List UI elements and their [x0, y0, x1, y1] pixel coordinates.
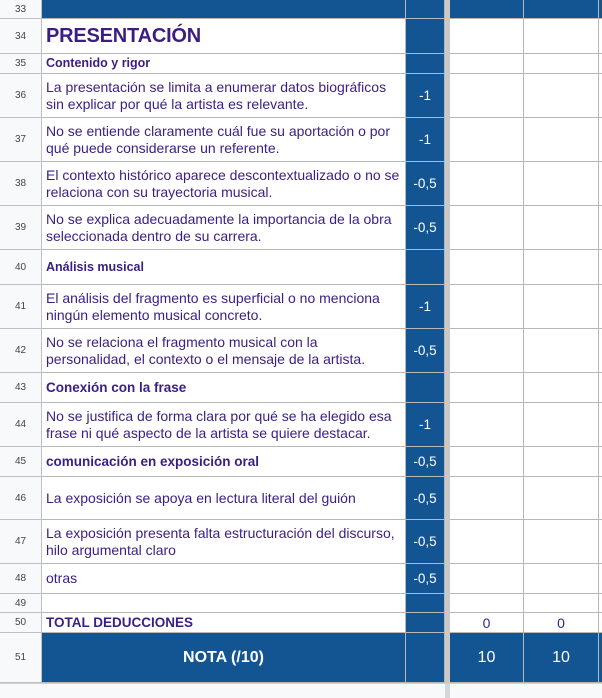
row-header-50[interactable]: 50 — [0, 613, 42, 633]
row-header-45[interactable]: 45 — [0, 447, 42, 477]
sheet-row-48 — [0, 564, 602, 594]
student-cell-2[interactable] — [524, 0, 599, 19]
student-cell-2[interactable] — [524, 329, 599, 373]
sheet-row-34 — [0, 19, 602, 54]
row-header-36[interactable]: 36 — [0, 74, 42, 118]
sheet-row-37 — [0, 118, 602, 162]
student-cell-1[interactable] — [450, 162, 524, 206]
student-cell-2[interactable] — [524, 373, 599, 403]
student-cell-2[interactable] — [524, 477, 599, 520]
deduction-value[interactable]: -1 — [406, 285, 445, 329]
student-cell-2[interactable] — [524, 54, 599, 74]
sheet-row-36 — [0, 74, 602, 118]
sheet-row-40 — [0, 250, 602, 285]
deduction-value[interactable]: -0,5 — [406, 477, 445, 520]
subsection-title[interactable]: Contenido y rigor — [42, 54, 406, 74]
sheet-row-49 — [0, 594, 602, 613]
criterion-text[interactable]: El análisis del fragmento es superficial o no menciona ningún elemento musical concreto. — [42, 285, 406, 329]
deduction-value[interactable]: -1 — [406, 403, 445, 447]
total-deductions-value-1[interactable]: 0 — [450, 613, 524, 633]
sheet-row-43 — [0, 373, 602, 403]
sheet-row-44 — [0, 403, 602, 447]
total-deductions-value-2[interactable]: 0 — [524, 613, 599, 633]
deduction-value[interactable]: -0,5 — [406, 520, 445, 564]
sheet-row-42 — [0, 329, 602, 373]
criterion-text[interactable]: otras — [42, 564, 406, 594]
student-cell-2[interactable] — [524, 564, 599, 594]
criterion-text[interactable]: No se entiende claramente cuál fue su aportación o por qué puede considerarse un referente. — [42, 118, 406, 162]
row-header-51[interactable]: 51 — [0, 633, 42, 683]
row-header-41[interactable]: 41 — [0, 285, 42, 329]
row-header-43[interactable]: 43 — [0, 373, 42, 403]
sheet-row-45 — [0, 447, 602, 477]
score-cell[interactable] — [406, 0, 445, 19]
student-cell-1[interactable] — [450, 19, 524, 54]
score-cell[interactable] — [406, 633, 445, 683]
student-cell-2[interactable] — [524, 74, 599, 118]
sheet-row-41 — [0, 285, 602, 329]
cell-header-band[interactable] — [42, 0, 406, 19]
row-header-46[interactable]: 46 — [0, 477, 42, 520]
student-cell-1[interactable] — [450, 74, 524, 118]
deduction-value[interactable]: -0,5 — [406, 206, 445, 250]
criterion-text[interactable]: No se justifica de forma clara por qué se ha elegido esa frase ni qué aspecto de la artista se quiere destacar. — [42, 403, 406, 447]
student-cell-1[interactable] — [450, 329, 524, 373]
student-cell-1[interactable] — [450, 520, 524, 564]
criterion-text[interactable]: No se explica adecuadamente la importancia de la obra seleccionada dentro de su carrera. — [42, 206, 406, 250]
criterion-text[interactable]: El contexto histórico aparece descontextualizado o no se relaciona con su trayectoria musical. — [42, 162, 406, 206]
section-title[interactable]: PRESENTACIÓN — [42, 19, 406, 54]
deduction-value[interactable]: -0,5 — [406, 447, 445, 477]
student-cell-2[interactable] — [524, 447, 599, 477]
row-header-48[interactable]: 48 — [0, 564, 42, 594]
criterion-text[interactable]: La presentación se limita a enumerar datos biográficos sin explicar por qué la artista es relevante. — [42, 74, 406, 118]
student-cell-1[interactable] — [450, 0, 524, 19]
row-header-37[interactable]: 37 — [0, 118, 42, 162]
score-cell[interactable] — [406, 19, 445, 54]
student-cell-2[interactable] — [524, 206, 599, 250]
sheet-row-38 — [0, 162, 602, 206]
criterion-text[interactable]: La exposición presenta falta estructuración del discurso, hilo argumental claro — [42, 520, 406, 564]
score-cell[interactable] — [406, 54, 445, 74]
score-cell[interactable] — [406, 594, 445, 613]
student-cell-1[interactable] — [450, 447, 524, 477]
subsection-title[interactable]: comunicación en exposición oral — [42, 447, 406, 477]
sheet-row-39 — [0, 206, 602, 250]
sheet-empty-area — [0, 683, 602, 698]
row-header-39[interactable]: 39 — [0, 206, 42, 250]
student-cell-2[interactable] — [524, 250, 599, 285]
subsection-title[interactable]: Conexión con la frase — [42, 373, 406, 403]
deduction-value[interactable]: -0,5 — [406, 162, 445, 206]
score-cell[interactable] — [406, 613, 445, 633]
row-header-44[interactable]: 44 — [0, 403, 42, 447]
row-header-34[interactable]: 34 — [0, 19, 42, 54]
student-cell-2[interactable] — [524, 118, 599, 162]
student-cell-1[interactable] — [450, 594, 524, 613]
row-header-38[interactable]: 38 — [0, 162, 42, 206]
deduction-value[interactable]: -1 — [406, 118, 445, 162]
student-cell-2[interactable] — [524, 520, 599, 564]
sheet-row-46 — [0, 477, 602, 520]
sheet-row-47 — [0, 520, 602, 564]
student-cell-2[interactable] — [524, 403, 599, 447]
student-cell-2[interactable] — [524, 285, 599, 329]
student-cell-1[interactable] — [450, 250, 524, 285]
subsection-title[interactable]: Análisis musical — [42, 250, 406, 285]
student-cell-1[interactable] — [450, 54, 524, 74]
row-header-49[interactable]: 49 — [0, 594, 42, 613]
student-cell-1[interactable] — [450, 564, 524, 594]
empty-cell[interactable] — [42, 594, 406, 613]
student-cell-1[interactable] — [450, 373, 524, 403]
deduction-value[interactable]: -0,5 — [406, 564, 445, 594]
row-header-35[interactable]: 35 — [0, 54, 42, 74]
student-cell-2[interactable] — [524, 162, 599, 206]
grade-label[interactable]: NOTA (/10) — [42, 633, 406, 683]
criterion-text[interactable]: La exposición se apoya en lectura literal del guión — [42, 477, 406, 520]
deduction-value[interactable]: -0,5 — [406, 329, 445, 373]
grade-value-1[interactable]: 10 — [450, 633, 524, 683]
row-header-42[interactable]: 42 — [0, 329, 42, 373]
student-cell-2[interactable] — [524, 594, 599, 613]
score-cell[interactable] — [406, 250, 445, 285]
freeze-divider[interactable] — [445, 684, 450, 698]
criterion-text[interactable]: No se relaciona el fragmento musical con la personalidad, el contexto o el mensaje de la artista. — [42, 329, 406, 373]
sheet-row-35 — [0, 54, 602, 74]
student-cell-1[interactable] — [450, 206, 524, 250]
row-header-33[interactable]: 33 — [0, 0, 42, 19]
score-cell[interactable] — [406, 373, 445, 403]
student-cell-2[interactable] — [524, 19, 599, 54]
sheet-row-51 — [0, 633, 602, 683]
grade-value-2[interactable]: 10 — [524, 633, 599, 683]
sheet-row-33 — [0, 0, 602, 19]
student-cell-1[interactable] — [450, 285, 524, 329]
student-cell-1[interactable] — [450, 118, 524, 162]
total-deductions-label[interactable]: TOTAL DEDUCCIONES — [42, 613, 406, 633]
row-header-40[interactable]: 40 — [0, 250, 42, 285]
sheet-row-50 — [0, 613, 602, 633]
row-header-47[interactable]: 47 — [0, 520, 42, 564]
student-cell-1[interactable] — [450, 403, 524, 447]
deduction-value[interactable]: -1 — [406, 74, 445, 118]
student-cell-1[interactable] — [450, 477, 524, 520]
